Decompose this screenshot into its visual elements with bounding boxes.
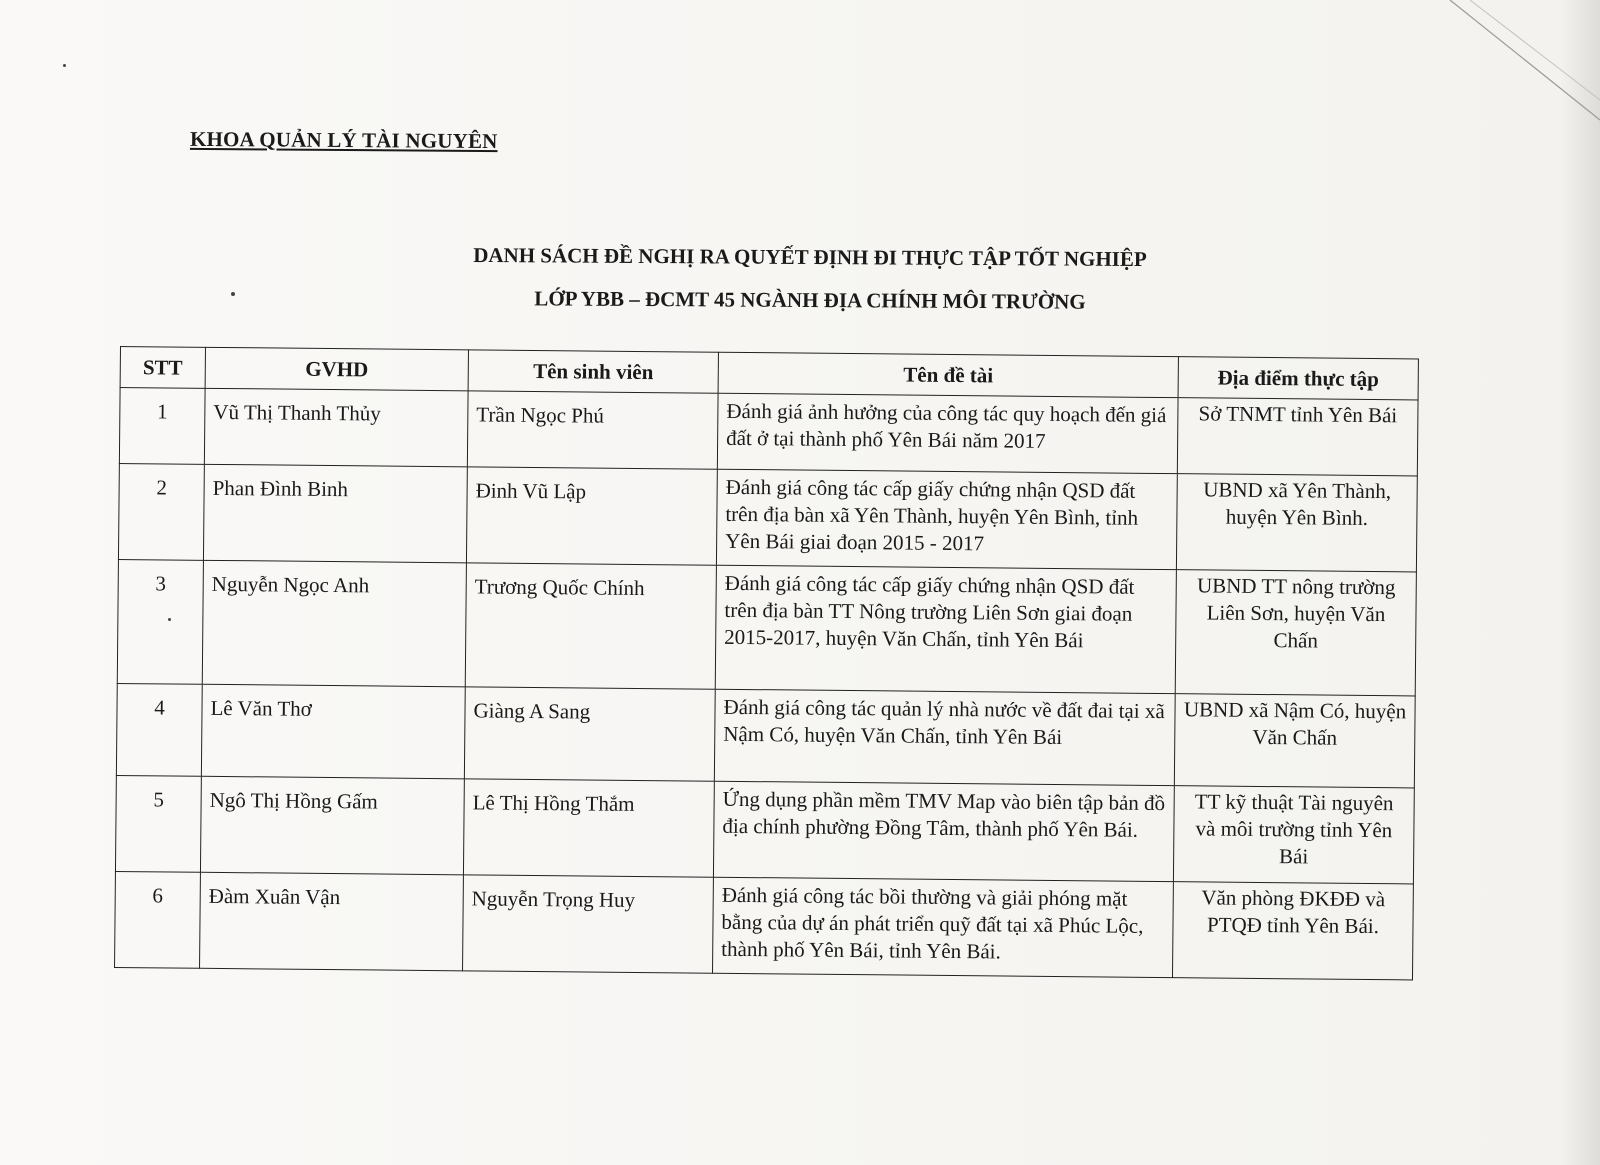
header-stt: STT [120, 347, 205, 389]
cell-topic: Đánh giá công tác bồi thường và giải phóng mặt bằng của dự án phát triển quỹ đất tại xã Phúc Lộc, thành phố Yên Bái, tỉnh Yên Bái. [713, 877, 1174, 977]
cell-gvhd: Ngô Thị Hồng Gấm [200, 776, 464, 875]
cell-location: Sở TNMT tỉnh Yên Bái [1177, 398, 1418, 476]
page-edge-shadow [1560, 0, 1600, 1165]
header-student: Tên sinh viên [468, 350, 718, 393]
cell-student: Giàng A Sang [464, 687, 715, 781]
cell-location: UBND xã Yên Thành, huyện Yên Bình. [1176, 474, 1417, 572]
cell-gvhd: Phan Đình Binh [203, 464, 467, 563]
table-row [119, 388, 1418, 476]
cell-topic: Ứng dụng phần mềm TMV Map vào biên tập bản đồ địa chính phường Đồng Tâm, thành phố Yên Bái. [713, 781, 1174, 881]
page-corner-fold [1380, 0, 1600, 140]
header-topic: Tên đề tài [718, 352, 1178, 397]
table-row [116, 683, 1415, 787]
ink-dot [63, 64, 66, 67]
table-row [118, 463, 1417, 571]
internship-table-wrapper [114, 346, 1419, 980]
header-gvhd: GVHD [205, 347, 468, 391]
cell-student: Trương Quốc Chính [465, 563, 716, 689]
cell-student: Trần Ngọc Phú [467, 391, 718, 469]
document-title-line-2: LỚP YBB – ĐCMT 45 NGÀNH ĐỊA CHÍNH MÔI TRƯỜNG [534, 286, 1086, 314]
header-location: Địa điểm thực tập [1178, 357, 1418, 400]
cell-topic: Đánh giá công tác quản lý nhà nước về đất đai tại xã Nậm Có, huyện Văn Chấn, tỉnh Yên Bái [714, 689, 1175, 785]
cell-gvhd: Vũ Thị Thanh Thủy [204, 388, 468, 467]
cell-location: UBND TT nông trường Liên Sơn, huyện Văn Chấn [1175, 570, 1416, 696]
cell-student: Đinh Vũ Lập [466, 467, 717, 565]
cell-stt: 4 [116, 683, 202, 776]
document-title-line-1: DANH SÁCH ĐỀ NGHỊ RA QUYẾT ĐỊNH ĐI THỰC TẬP TỐT NGHIỆP [473, 242, 1147, 272]
cell-gvhd: Đàm Xuân Vận [200, 872, 464, 971]
cell-location: TT kỹ thuật Tài nguyên và môi trường tỉnh Yên Bái [1173, 786, 1414, 884]
internship-table [114, 346, 1419, 980]
table-row [115, 775, 1414, 883]
cell-gvhd: Nguyễn Ngọc Anh [202, 560, 466, 687]
table-row [117, 559, 1416, 695]
cell-stt: 3 [117, 559, 203, 684]
cell-location: Văn phòng ĐKĐĐ và PTQĐ tỉnh Yên Bái. [1172, 882, 1413, 980]
department-heading: KHOA QUẢN LÝ TÀI NGUYÊN [189, 126, 498, 154]
cell-location: UBND xã Nậm Có, huyện Văn Chấn [1174, 694, 1415, 788]
cell-stt: 6 [115, 871, 201, 968]
cell-student: Lê Thị Hồng Thắm [463, 779, 714, 877]
cell-gvhd: Lê Văn Thơ [201, 684, 465, 779]
cell-topic: Đánh giá công tác cấp giấy chứng nhận QSD đất trên địa bàn xã Yên Thành, huyện Yên Bình, tỉnh Yên Bái giai đoạn 2015 - 2017 [716, 469, 1177, 569]
cell-stt: 1 [119, 388, 205, 465]
cell-topic: Đánh giá công tác cấp giấy chứng nhận QSD đất trên địa bàn TT Nông trường Liên Sơn giai đoạn 2015-2017, huyện Văn Chấn, tỉnh Yên Bái [715, 565, 1176, 693]
cell-topic: Đánh giá ảnh hưởng của công tác quy hoạch đến giá đất ở tại thành phố Yên Bái năm 2017 [717, 393, 1178, 473]
cell-stt: 5 [115, 775, 201, 872]
cell-student: Nguyễn Trọng Huy [463, 875, 714, 973]
table-row [115, 871, 1414, 979]
cell-stt: 2 [118, 463, 204, 560]
ink-dot [231, 292, 235, 296]
